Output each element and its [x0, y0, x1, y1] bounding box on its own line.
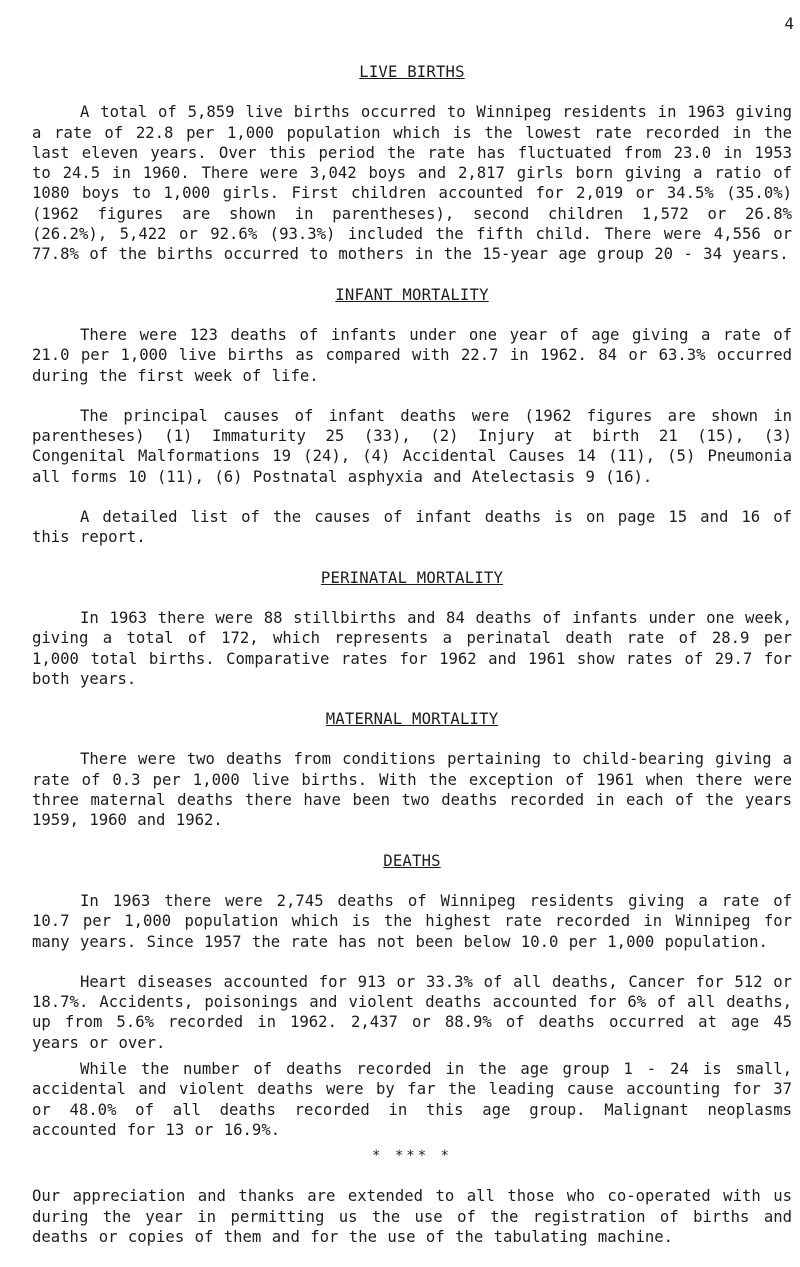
paragraph-maternal-mortality: There were two deaths from conditions pertaining to child-bearing giving a rate of 0.3 per 1,000 live births. With the exception of 1961 when there were three maternal deaths there have been two deaths recorded in each of the years 1959, 1960 and 1962. [32, 750, 792, 830]
paragraph-infant-death-reference: A detailed list of the causes of infant deaths is on page 15 and 16 of this report. [32, 508, 792, 547]
heading-infant-mortality: INFANT MORTALITY [335, 285, 489, 304]
closing-acknowledgement: Our appreciation and thanks are extended to all those who co-operated with us during the year in permitting us the use of the registration of births and deaths or copies of them and for the use of the tabulating machine. [32, 1187, 792, 1247]
paragraph-deaths-rate: In 1963 there were 2,745 deaths of Winnipeg residents giving a rate of 10.7 per 1,000 population which is the highest rate recorded in Winnipeg for many years. Since 1957 the rate has not been below 10.0 per 1,000 population. [32, 891, 792, 951]
paragraph-perinatal-mortality: In 1963 there were 88 stillbirths and 84 deaths of infants under one week, giving a total of 172, which represents a perinatal death rate of 28.9 per 1,000 total births. Comparative rates for 1962 and 1961 show rates of 29.7 for both years. [32, 608, 792, 688]
section-separator: * *** * [371, 1148, 452, 1165]
page-number: 4 [784, 14, 794, 33]
document-body [32, 62, 792, 1267]
heading-live-births: LIVE BIRTHS [359, 63, 465, 81]
paragraph-deaths-causes: Heart diseases accounted for 913 or 33.3% of all deaths, Cancer for 512 or 18.7%. Accidents, poisonings and violent deaths accounted for 6% of all deaths, up from 5.6% recorded in 1962. 2,437 or 88.9% of deaths occurred at age 45 years or over. [32, 972, 792, 1052]
paragraph-infant-death-causes: The principal causes of infant deaths were (1962 figures are shown in parentheses) (1) Immaturity 25 (33), (2) Injury at birth 21 (15), (3) Congenital Malformations 19 (24), (4) Accidental Causes 14 (11), (5) Pneumonia all forms 10 (11), (6) Postnatal asphyxia and Atelectasis 9 (16). [32, 406, 792, 486]
heading-maternal-mortality: MATERNAL MORTALITY [325, 710, 499, 729]
heading-deaths: DEATHS [383, 851, 441, 870]
paragraph-infant-mortality-rate: There were 123 deaths of infants under one year of age giving a rate of 21.0 per 1,000 live births as compared with 22.7 in 1962. 84 or 63.3% occurred during the first week of life. [32, 325, 792, 385]
heading-perinatal-mortality: PERINATAL MORTALITY [320, 568, 504, 587]
paragraph-live-births: A total of 5,859 live births occurred to Winnipeg residents in 1963 giving a rate of 22.8 per 1,000 population which is the lowest rate recorded in the last eleven years. Over this period the rate has fluctuated from 23.0 in 1953 to 24.5 in 1960. There were 3,042 boys and 2,817 girls born giving a ratio of 1080 boys to 1,000 girls. First children accounted for 2,019 or 34.5% (35.0%) (1962 figures are shown in parentheses), second children 1,572 or 26.8% (26.2%), 5,422 or 92.6% (93.3%) included the fifth child. There were 4,556 or 77.8% of the births occurred to mothers in the 15-year age group 20 - 34 years. [32, 103, 792, 264]
paragraph-deaths-young-age: While the number of deaths recorded in the age group 1 - 24 is small, accidental and violent deaths were by far the leading cause accounting for 37 or 48.0% of all deaths recorded in this age group. Malignant neoplasms accounted for 13 or 16.9%. [32, 1059, 792, 1139]
